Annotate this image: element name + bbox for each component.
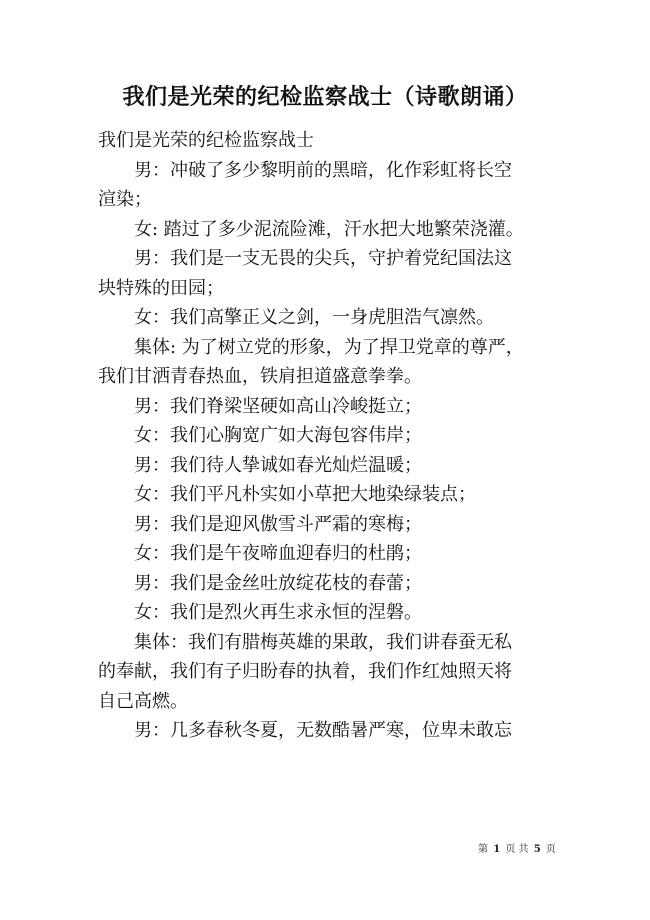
footer-page-number: 1 — [493, 844, 501, 855]
footer-total-pages: 5 — [533, 844, 541, 855]
poem-line: 男：我们待人挚诚如春光灿烂温暖； — [134, 454, 422, 476]
poem-line: 男：我们脊梁坚硬如高山冷峻挺立； — [134, 395, 422, 417]
poem-line: 男：我们是迎风傲雪斗严霜的寒梅； — [134, 513, 422, 535]
poem-line: 男：我们是一支无畏的尖兵，守护着党纪国法这 — [134, 248, 512, 269]
poem-line: 女：我们高擎正义之剑，一身虎胆浩气凛然。 — [134, 307, 494, 328]
footer-prefix: 第 — [478, 844, 488, 855]
poem-line: 男：我们是金丝吐放绽花枝的春蕾； — [134, 572, 422, 594]
poem-line: 自己高燃。 — [98, 690, 188, 712]
poem-line: 女：我们心胸宽广如大海包容伟岸； — [134, 425, 422, 446]
poem-body — [98, 126, 558, 746]
poem-line: 的奉献，我们有子归盼春的执着，我们作红烛照天将 — [98, 661, 512, 682]
poem-line: 我们是光荣的纪检监察战士 — [98, 130, 314, 151]
poem-line: 女：我们是午夜啼血迎春归的杜鹃； — [134, 543, 422, 564]
poem-line: 女：我们平凡朴实如小草把大地染绿装点； — [134, 484, 476, 505]
poem-line: 女：我们是烈火再生求永恒的涅磐。 — [134, 602, 422, 623]
poem-line: 男：几多春秋冬夏，无数酷暑严寒，位卑未敢忘 — [134, 720, 512, 741]
poem-line: 女: 踏过了多少泥流险滩，汗水把大地繁荣浇灌。 — [134, 218, 524, 240]
page-title: 我们是光荣的纪检监察战士（诗歌朗诵） — [122, 84, 528, 110]
page-footer — [478, 843, 556, 857]
poem-line: 我们甘洒青春热血，铁肩担道盛意拳拳。 — [98, 366, 422, 387]
poem-line: 块特殊的田园； — [98, 277, 224, 299]
footer-suffix: 页 — [545, 844, 556, 855]
poem-line: 集体: 为了树立党的形象，为了捍卫党章的尊严， — [134, 336, 524, 358]
poem-line: 集体：我们有腊梅英雄的果敢，我们讲春蚕无私 — [134, 631, 512, 653]
footer-middle: 页 共 — [505, 844, 529, 855]
poem-line: 男：冲破了多少黎明前的黑暗，化作彩虹将长空 — [134, 159, 512, 181]
poem-line: 渲染； — [98, 189, 152, 210]
